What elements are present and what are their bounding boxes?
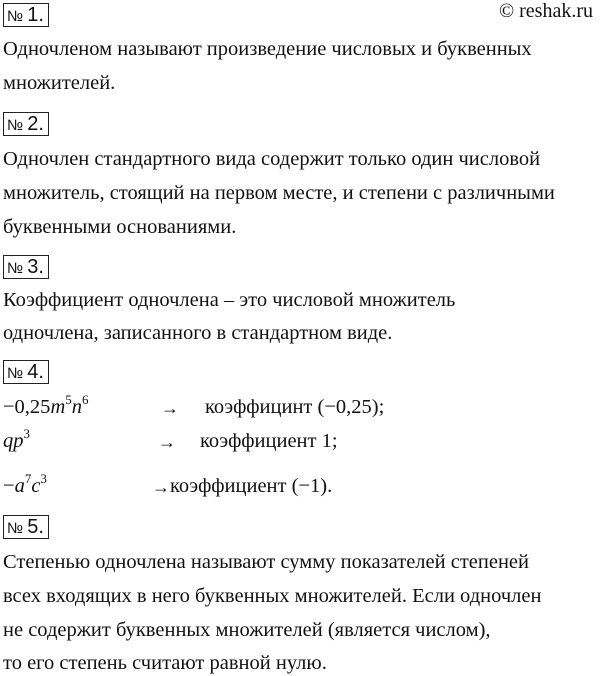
arrow-icon: →: [152, 477, 170, 497]
arrow-icon: →: [158, 432, 176, 452]
text-line: Степенью одночлена называют сумму показателей степеней: [3, 551, 529, 573]
text-line: не содержит буквенных множителей (является числом),: [3, 619, 491, 641]
text-line: то его степень считают равной нулю.: [3, 652, 327, 674]
watermark: © reshak.ru: [498, 0, 593, 22]
text-line: Одночленом называют произведение числовых и буквенных: [3, 38, 532, 60]
task-number-5: № 5.: [3, 515, 49, 539]
example-row: $-0,25m^5n^6$ → коэффицинт (−0,25);: [3, 392, 385, 418]
text-line: множитель, стоящий на первом месте, и степени с различными: [3, 182, 555, 204]
example-row: $-a^7c^3$ → коэффициент (−1).: [3, 471, 333, 497]
task-number-2: № 2.: [3, 112, 49, 136]
task-number-4: № 4.: [3, 360, 49, 384]
text-line: всех входящих в него буквенных множителей. Если одночлен: [3, 585, 542, 607]
text-line: буквенными основаниями.: [3, 216, 237, 238]
task-number-1: № 1.: [3, 3, 49, 27]
task-number-3: № 3.: [3, 255, 49, 279]
text-line: Коэффициент одночлена – это числовой множитель: [3, 289, 456, 311]
arrow-icon: →: [161, 398, 179, 418]
text-line: Одночлен стандартного вида содержит только один числовой: [3, 148, 541, 170]
example-row: $qp^3$ → коэффициент 1;: [3, 426, 338, 452]
text-line: множителей.: [3, 72, 116, 94]
text-line: одночлена, записанного в стандартном виде.: [3, 322, 393, 344]
